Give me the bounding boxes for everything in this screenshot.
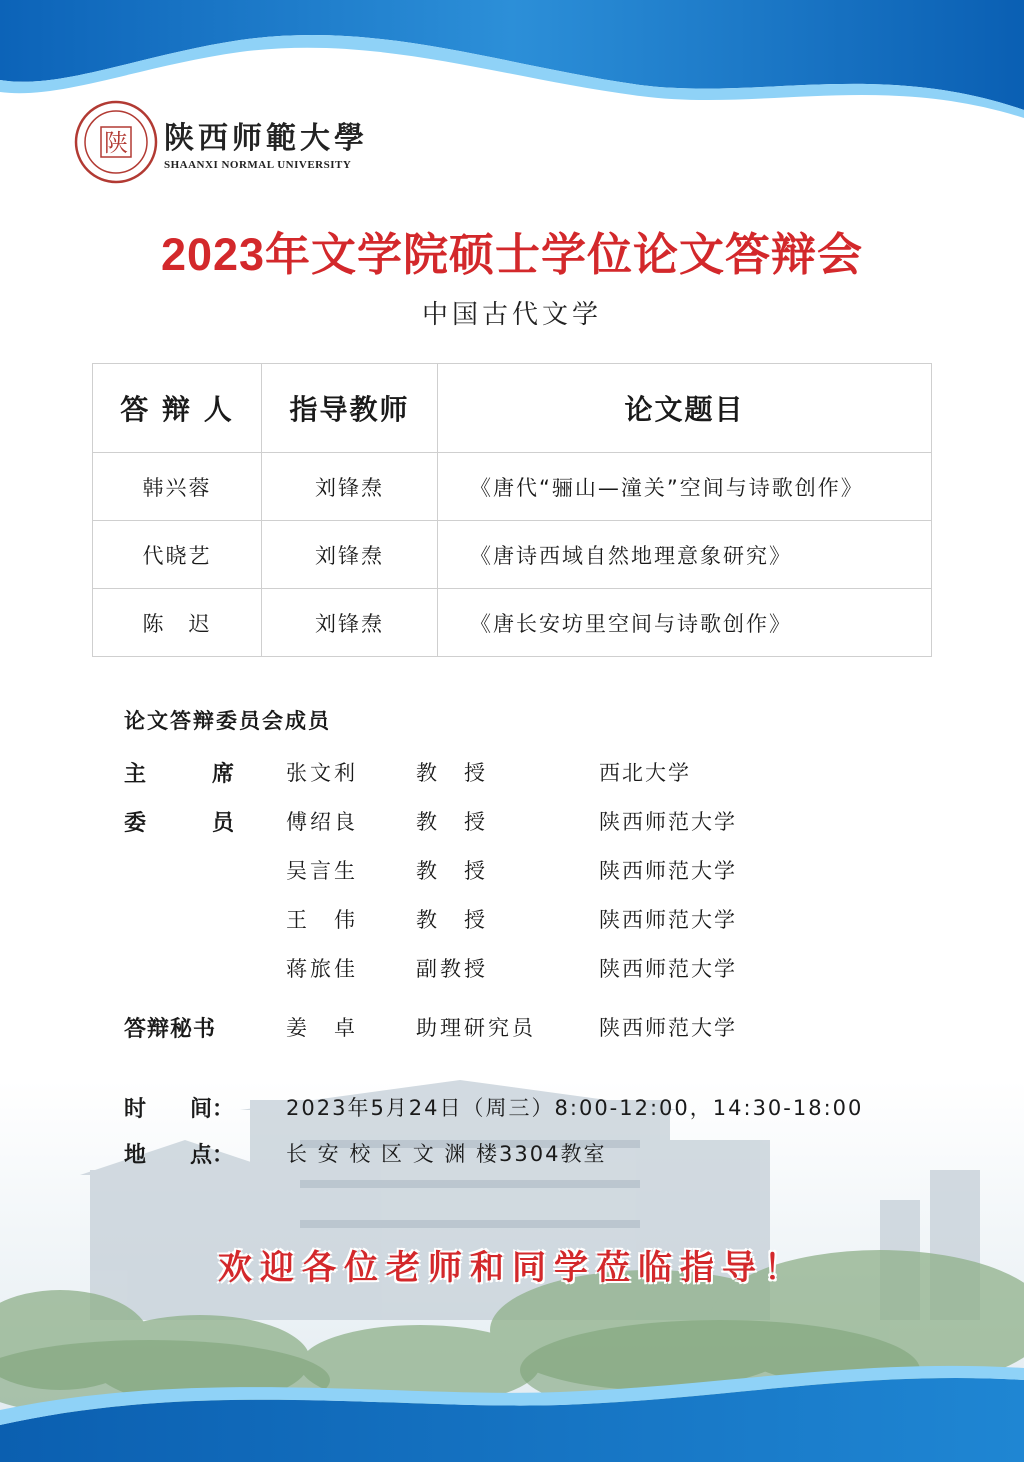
defense-table <box>92 363 932 657</box>
header-student: 答 辩 人 <box>93 364 262 453</box>
member-name: 蒋旅佳 <box>286 957 358 981</box>
member-role: 主 席 <box>124 762 234 787</box>
member-title: 教 授 <box>416 908 488 932</box>
cell-thesis: 《唐诗西域自然地理意象研究》 <box>438 521 932 589</box>
cell-thesis: 《唐代“骊山—潼关”空间与诗歌创作》 <box>438 453 932 521</box>
committee-section <box>124 705 984 1168</box>
member-title: 教 授 <box>416 761 488 785</box>
member-title: 副教授 <box>416 957 488 981</box>
cell-student: 陈 迟 <box>93 589 262 657</box>
secretary-title: 助理研究员 <box>416 1016 536 1040</box>
welcome-banner: 欢迎各位老师和同学莅临指导！ <box>218 1248 806 1288</box>
member-org: 西北大学 <box>599 761 691 785</box>
member-org: 陕西师范大学 <box>599 957 737 981</box>
cell-thesis: 《唐长安坊里空间与诗歌创作》 <box>438 589 932 657</box>
member-name: 傅绍良 <box>286 810 358 834</box>
secretary-role: 答辩秘书 <box>124 1017 217 1042</box>
member-name: 王 伟 <box>286 908 358 932</box>
member-title: 教 授 <box>416 810 488 834</box>
svg-text:陕: 陕 <box>104 129 128 157</box>
member-name: 吴言生 <box>286 859 358 883</box>
time-value: 2023年5月24日（周三）8:00-12:00，14:30-18:00 <box>286 1096 864 1120</box>
table-header-row <box>93 364 932 453</box>
member-org: 陕西师范大学 <box>599 810 737 834</box>
table-row <box>93 453 932 521</box>
university-logo <box>74 100 368 184</box>
place-value: 长 安 校 区 文 渊 楼3304教室 <box>286 1142 607 1166</box>
page-title: 2023年文学院硕士学位论文答辩会 <box>160 229 864 280</box>
logo-chinese-name: 陕西师範大學 <box>164 121 368 156</box>
member-role: 委 员 <box>124 811 234 836</box>
member-org: 陕西师范大学 <box>599 859 737 883</box>
table-row <box>93 521 932 589</box>
place-label: 地 点： <box>124 1143 234 1168</box>
secretary-name: 姜 卓 <box>286 1016 358 1040</box>
time-label: 时 间： <box>124 1097 234 1122</box>
cell-advisor: 刘锋焘 <box>262 453 438 521</box>
university-seal-icon <box>74 100 158 184</box>
member-org: 陕西师范大学 <box>599 908 737 932</box>
member-name: 张文利 <box>286 761 358 785</box>
cell-student: 代晓艺 <box>93 521 262 589</box>
secretary-org: 陕西师范大学 <box>599 1016 737 1040</box>
table-row <box>93 589 932 657</box>
cell-advisor: 刘锋焘 <box>262 521 438 589</box>
member-title: 教 授 <box>416 859 488 883</box>
header-thesis: 论文题目 <box>438 364 932 453</box>
cell-student: 韩兴蓉 <box>93 453 262 521</box>
cell-advisor: 刘锋焘 <box>262 589 438 657</box>
header-advisor: 指导教师 <box>262 364 438 453</box>
logo-english-name: SHAANXI NORMAL UNIVERSITY <box>164 159 352 171</box>
committee-heading: 论文答辩委员会成员 <box>124 709 331 733</box>
page-subtitle: 中国古代文学 <box>421 300 602 330</box>
